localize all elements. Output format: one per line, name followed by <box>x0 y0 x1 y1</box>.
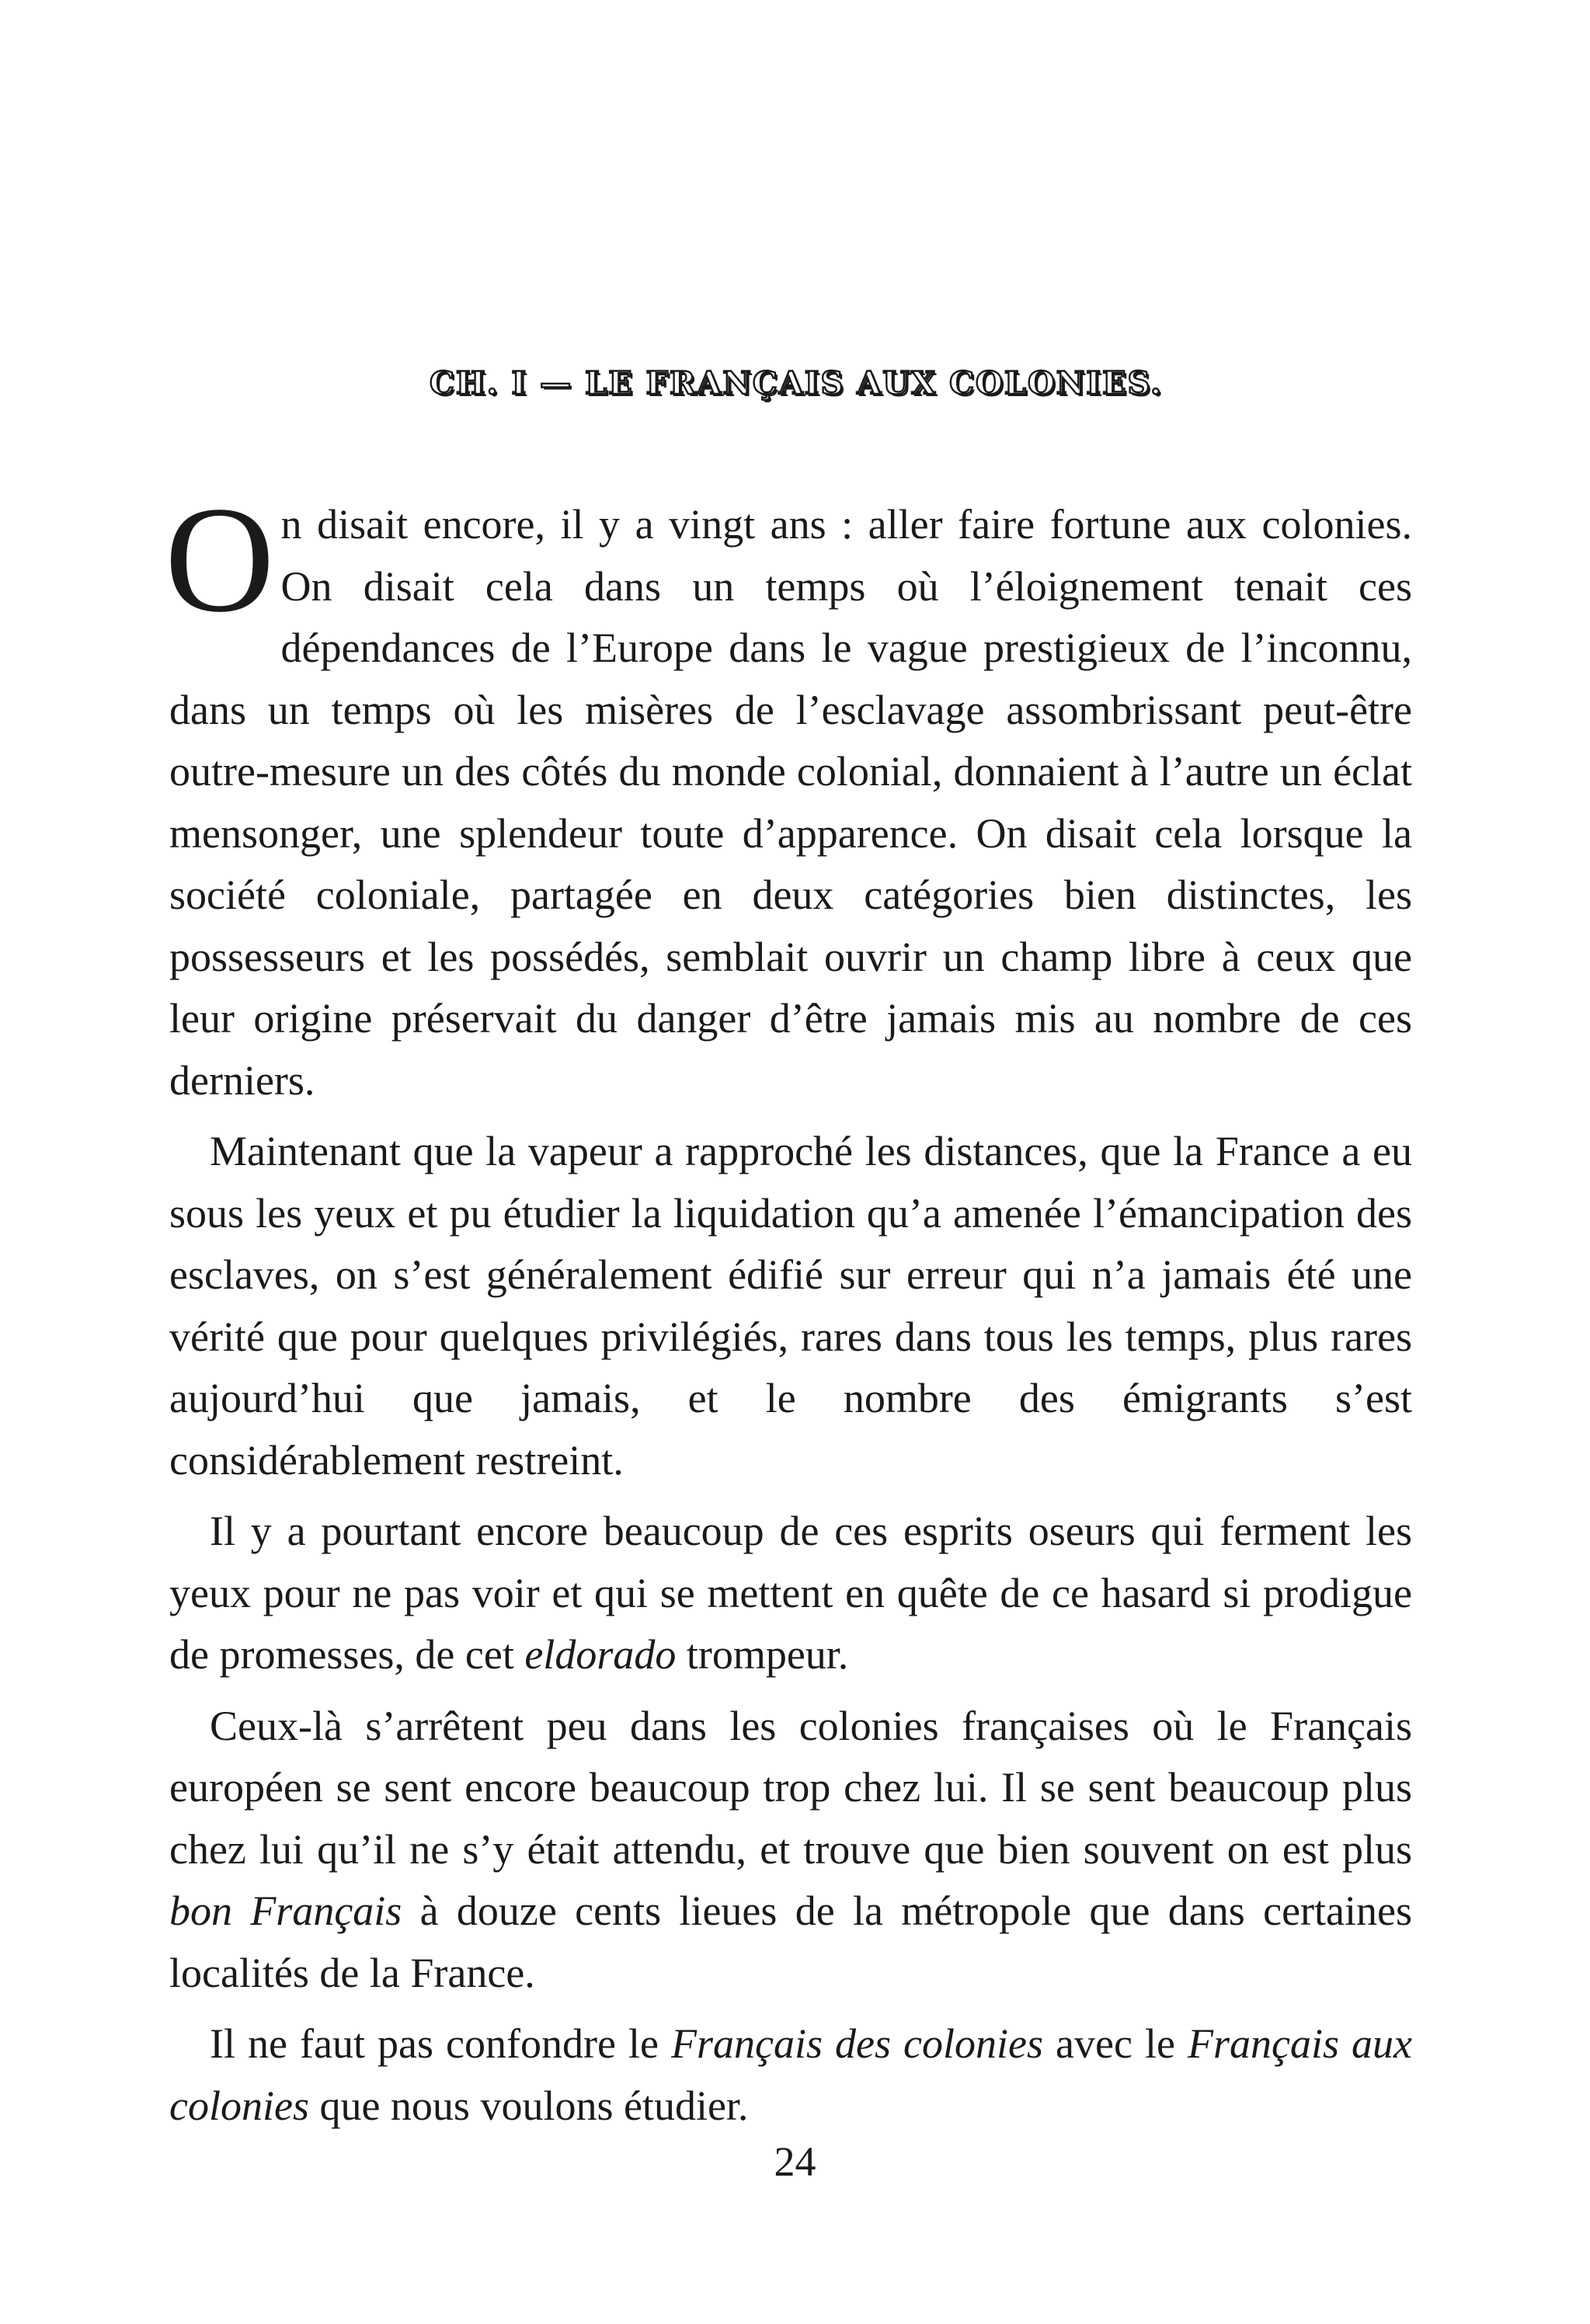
paragraph-5-middle: avec le <box>1043 2020 1188 2067</box>
paragraph-5-before: Il ne faut pas confondre le <box>210 2020 671 2067</box>
paragraph-4-italic: bon Français <box>169 1887 402 1934</box>
paragraph-3-after: trompeur. <box>676 1631 849 1678</box>
paragraph-5-italic-2: Français aux colonies <box>169 2020 1413 2129</box>
paragraph-4-after: à douze cents lieues de la métropole que dans certaines localités de la France. <box>169 1887 1412 1996</box>
paragraph-3 <box>169 1501 1412 1686</box>
page-number: 24 <box>774 2138 816 2185</box>
paragraph-4 <box>169 1696 1412 2005</box>
paragraph-5 <box>169 2013 1412 2137</box>
paragraph-5-after: que nous voulons étudier. <box>308 2082 749 2129</box>
paragraph-3-before: Il y a pourtant encore beaucoup de ces esprits oseurs qui ferment les yeux pour ne pas voir et qui se mettent en quête de ce hasard si prodigue de promesses, de cet <box>169 1508 1412 1678</box>
paragraph-4-before: Ceux-là s’arrêtent peu dans les colonies françaises où le Français européen se sent encore beaucoup trop chez lui. Il se sent beaucoup plus chez lui qu’il ne s’y était attendu, et trouve que bien souvent on est plus <box>169 1702 1412 1873</box>
paragraph-5-italic-1: Français des colonies <box>671 2020 1044 2067</box>
paragraph-3-italic: eldorado <box>524 1631 677 1678</box>
drop-cap: O <box>165 475 275 644</box>
paragraph-2: Maintenant que la vapeur a rapproché les distances, que la France a eu sous les yeux et pu étudier la liquidation qu’a amenée l’émancipation des esclaves, on s’est généralement édifié sur erreur qui n’a jamais été une vérité que pour quelques privilégiés, rares dans tous les temps, plus rares aujourd’hui que jamais, et le nombre des émigrants s’est considérablement restreint. <box>169 1128 1412 1484</box>
body-text <box>165 475 1413 2146</box>
paragraph-1-text: n disait encore, il y a vingt ans : aller faire fortune aux colonies. On disait cela dans un temps où l’éloignement tenait ces dépendances de l’Europe dans le vague prestigieux de l’inconnu, dans un temps où les misères de l’esclavage assombrissant peut-être outre-mesure un des côtés du monde colonial, donnaient à l’autre un éclat mensonger, une splendeur toute d’apparence. On disait cela lorsque la société coloniale, partagée en deux catégories bien distinctes, les possesseurs et les possédés, semblait ouvrir un champ libre à ceux que leur origine préservait du danger d’être jamais mis au nombre de ces derniers. <box>169 501 1412 1104</box>
paragraph-1 <box>165 475 1412 1112</box>
chapter-title: CH. I — LE FRANÇAIS AUX COLONIES. <box>430 365 1163 402</box>
